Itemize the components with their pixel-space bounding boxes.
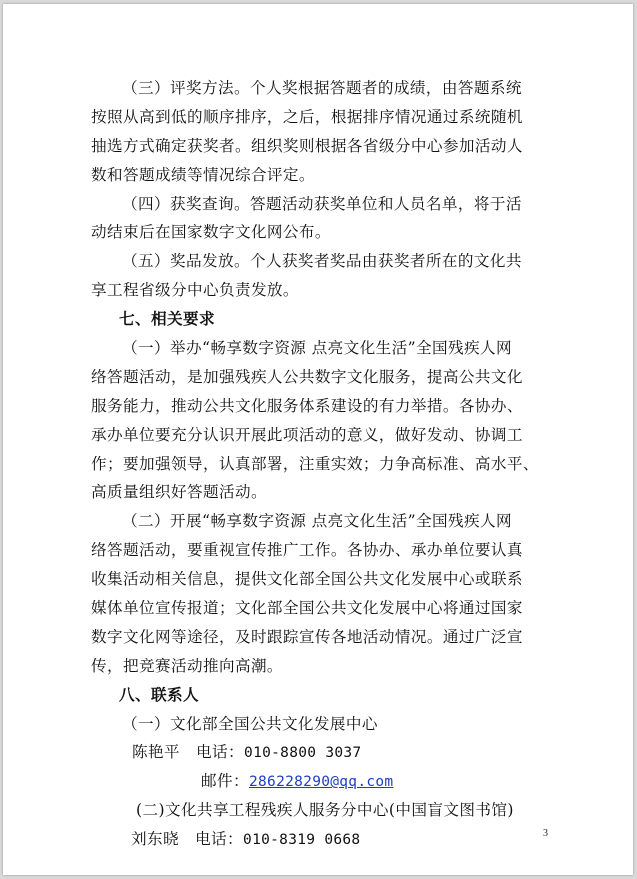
paragraph-prize-distribution bbox=[91, 247, 571, 305]
text-line: 按照从高到低的顺序排序，之后，根据排序情况通过系统随机 bbox=[91, 107, 523, 126]
contact-name: 刘东晓 bbox=[131, 830, 179, 849]
contact-email-row bbox=[91, 767, 571, 796]
phone-number: 010-8800 3037 bbox=[244, 745, 362, 762]
text-line: （一）举办“畅享数字资源 点亮文化生活”全国残疾人网 bbox=[122, 339, 512, 358]
paragraph-requirement-2 bbox=[91, 507, 571, 680]
paragraph-award-query bbox=[91, 190, 571, 248]
phone-label: 电话： bbox=[195, 830, 244, 849]
text-line: （四）获奖查询。答题活动获奖单位和人员名单，将于活 bbox=[122, 194, 522, 213]
text-line: 抽选方式确定获奖者。组织奖则根据各省级分中心参加活动人 bbox=[91, 136, 523, 155]
contact-row-2 bbox=[91, 825, 571, 854]
phone-label: 电话： bbox=[196, 743, 245, 762]
text-line: 享工程省级分中心负责发放。 bbox=[91, 281, 299, 300]
phone-number: 010-8319 0668 bbox=[243, 832, 361, 849]
contact-row-1 bbox=[91, 738, 571, 767]
text-line: 服务能力，推动公共文化服务体系建设的有力举措。各协办、 bbox=[91, 396, 523, 415]
section-heading-requirements: 七、相关要求 bbox=[119, 310, 215, 329]
text-line: 传，把竞赛活动推向高潮。 bbox=[91, 656, 283, 675]
email-label: 邮件： bbox=[201, 772, 249, 791]
paragraph-requirement-1 bbox=[91, 334, 571, 507]
text-line: 络答题活动，是加强残疾人公共数字文化服务，提高公共文化 bbox=[91, 367, 523, 386]
text-line: 收集活动相关信息，提供文化部全国公共文化发展中心或联系 bbox=[91, 570, 523, 589]
text-line: 高质量组织好答题活动。 bbox=[91, 483, 267, 502]
text-line: （五）奖品发放。个人获奖者奖品由获奖者所在的文化共 bbox=[122, 252, 522, 271]
text-line: 数和答题成绩等情况综合评定。 bbox=[91, 165, 315, 184]
page-number: 3 bbox=[543, 828, 548, 839]
section-heading-contacts: 八、联系人 bbox=[119, 685, 199, 704]
text-line: 媒体单位宣传报道；文化部全国公共文化发展中心将通过国家 bbox=[91, 599, 523, 618]
text-line: 作；要加强领导，认真部署，注重实效；力争高标准、高水平、 bbox=[91, 454, 539, 473]
text-line: 数字文化网等途径，及时跟踪宣传各地活动情况。通过广泛宣 bbox=[91, 627, 523, 646]
text-line: 络答题活动，要重视宣传推广工作。各协办、承办单位要认真 bbox=[91, 541, 523, 560]
text-line: （二）开展“畅享数字资源 点亮文化生活”全国残疾人网 bbox=[122, 512, 512, 531]
contact-name: 陈艳平 bbox=[132, 743, 180, 762]
contact-org-1: （一）文化部全国公共文化发展中心 bbox=[122, 714, 378, 733]
document-body bbox=[91, 74, 571, 854]
text-line: 动结束后在国家数字文化网公布。 bbox=[91, 223, 331, 242]
email-link[interactable]: 286228290@qq.com bbox=[248, 774, 394, 791]
document-page bbox=[3, 4, 633, 875]
text-line: 承办单位要充分认识开展此项活动的意义，做好发动、协调工 bbox=[91, 425, 523, 444]
text-line: （三）评奖方法。个人奖根据答题者的成绩，由答题系统 bbox=[122, 79, 522, 97]
paragraph-award-method bbox=[91, 74, 571, 190]
contact-org-2: (二)文化共享工程残疾人服务分中心(中国盲文图书馆) bbox=[136, 801, 514, 820]
